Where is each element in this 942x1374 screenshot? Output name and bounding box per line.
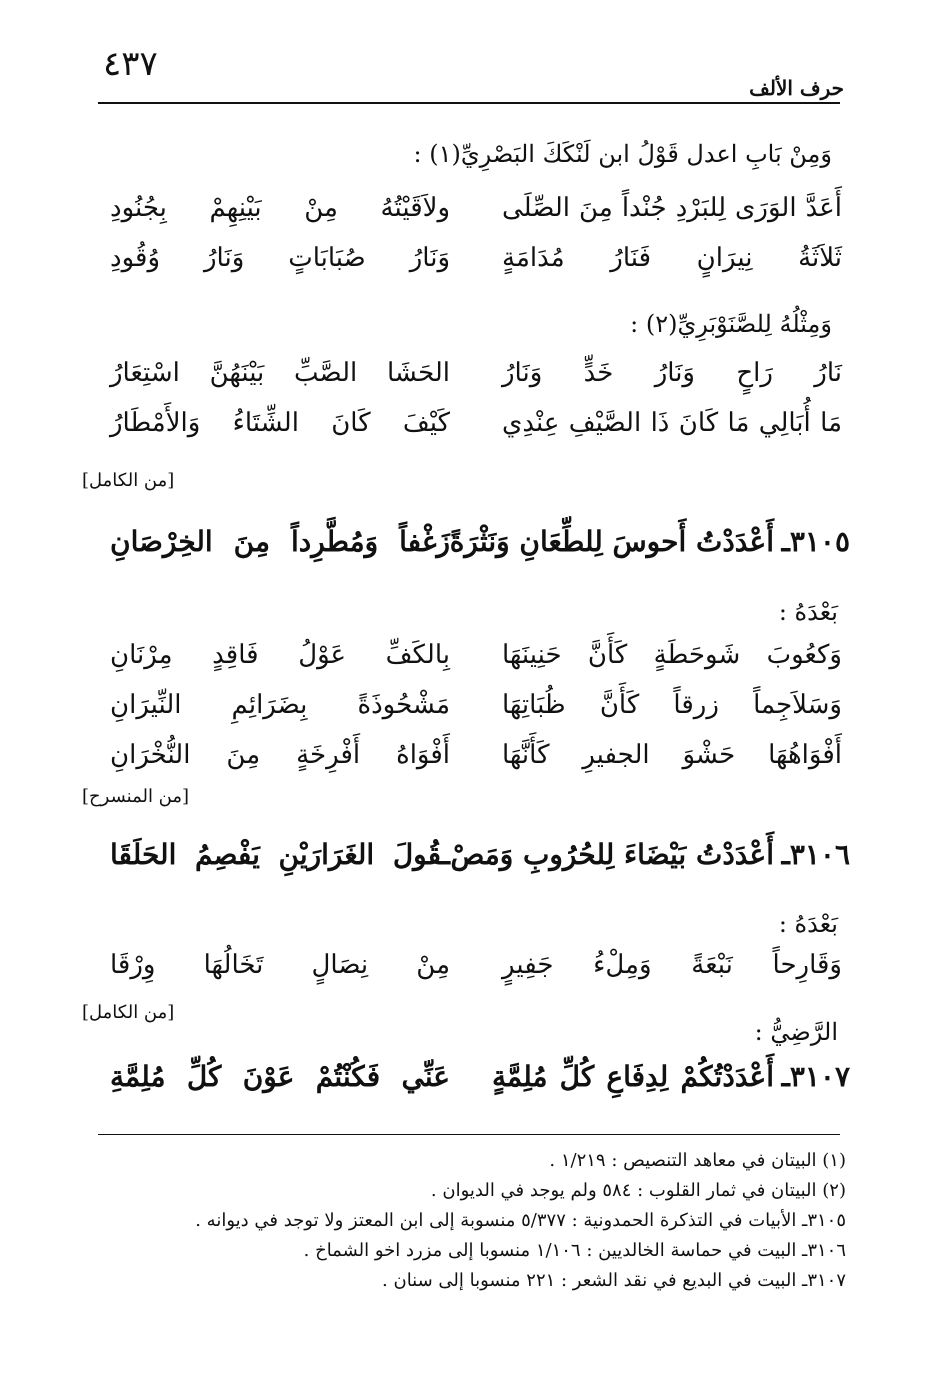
second-hemistich: مِنْ نِصَالٍ تَخَالُهَا وِرْقَا [110, 950, 450, 980]
entry-number: ٣١٠٦ـ [781, 838, 850, 871]
second-hemistich: ولاَقَيْتُهُ مِنْ بَيْنِهِمْ بِجُنُودِ [110, 193, 450, 223]
verse-line [0, 358, 942, 402]
second-hemistich: ـقُولَ الغَرَارَيْنِ يَفْصِمُ الحَلَقَا [110, 838, 450, 871]
chapter-title: حرف الألف [749, 76, 844, 100]
after-label: بَعْدَهُ : [778, 598, 838, 626]
verse-line [0, 408, 942, 452]
second-hemistich: كَيْفَ كَانَ الشِّتَاءُ وَالأَمْطَارُ [110, 408, 450, 438]
verse-line [0, 950, 942, 994]
first-hemistich: أَعْدَدْتُكُمْ لِدِفَاعِ كُلِّ مُلِمَّةٍ [492, 1060, 774, 1093]
first-hemistich: أَفْوَاهُهَا حَشْوَ الجفيرِ كَأَنَّهَا [502, 740, 842, 770]
meter-label: [من المنسرح] [82, 786, 190, 807]
footnote: ٣١٠٧ـ البيت في البديع في نقد الشعر : ٢٢١ منسوبا إلى سنان . [382, 1270, 846, 1291]
footnote: ٣١٠٦ـ البيت في حماسة الخالديين : ١/١٠٦ منسوبا إلى مزرد اخو الشماخ . [303, 1240, 846, 1261]
footnote: ٣١٠٥ـ الأبيات في التذكرة الحمدونية : ٥/٣٧٧ منسوبة إلى ابن المعتز ولا توجد في ديوانه . [195, 1210, 846, 1231]
second-hemistich: بِالكَفِّ عَوْلُ فَاقِدٍ مِرْنَانِ [110, 640, 450, 670]
first-hemistich: ثَلاَثَةُ نِيرَانٍ فَنَارُ مُدَامَةٍ [502, 243, 842, 273]
first-hemistich: أَعْدَدْتُ أَحوسَ لِلطِّعَانِ وَنَثْرَةً [449, 525, 774, 558]
entry-3107 [0, 1060, 942, 1110]
second-hemistich: وَنَارُ صُبَابَاتٍ وَنَارُ وُقُودِ [110, 243, 450, 273]
page-number: ٤٣٧ [103, 44, 158, 84]
second-hemistich: مَشْحُوذَةً بِضَرَائِمِ النِّيرَانِ [110, 690, 450, 720]
footnote-rule [98, 1134, 840, 1135]
second-hemistich: أَفْوَاهُ أَفْرِخَةٍ مِنَ النُّخْرَانِ [110, 740, 450, 770]
entry-number: ٣١٠٥ـ [781, 525, 850, 558]
intro-ibn-lankak: وَمِنْ بَابِ اعدل قَوْلُ ابن لَنْكَكَ البَصْرِيِّ(١) : [413, 140, 832, 168]
first-hemistich: وَكعُوبَ شَوحَطَةٍ كَأَنَّ حَنِينَهَا [502, 640, 842, 670]
verse-line [0, 690, 942, 734]
first-hemistich: وَسَلاَجِماً زرقاً كَأَنَّ ظُبَاتِهَا [502, 690, 842, 720]
intro-sanawbari: وَمِثْلُهُ لِلصَّنَوْبَرِيِّ(٢) : [630, 310, 832, 338]
footnote: (١) البيتان في معاهد التنصيص : ١/٢١٩ . [549, 1150, 846, 1171]
first-hemistich: وَقَارِحاً نَبْعَةً وَمِلْءُ جَفِيرٍ [502, 950, 842, 980]
verse-line [0, 243, 942, 287]
meter-label: [من الكامل] [82, 470, 175, 491]
entry-number: ٣١٠٧ـ [781, 1060, 850, 1093]
verse-line [0, 740, 942, 784]
second-hemistich: عَنِّي فَكُنْتُمْ عَوْنَ كُلِّ مُلِمَّةِ [110, 1060, 450, 1093]
entry-3105 [0, 525, 942, 575]
radi-label: الرَّضِيُّ : [754, 1018, 838, 1046]
second-hemistich: الحَشَا الصَّبِّ بَيْنَهُنَّ اسْتِعَارُ [110, 358, 450, 388]
first-hemistich: أَعْدَدْتُ بَيْضَاءَ لِلحُرُوبِ وَمَصْ [450, 838, 774, 871]
footnote: (٢) البيتان في ثمار القلوب : ٥٨٤ ولم يوجد في الديوان . [430, 1180, 846, 1201]
after-label: بَعْدَهُ : [778, 910, 838, 938]
first-hemistich: أَعَدَّ الوَرَى لِلبَرْدِ جُنْداً مِنَ الصِّلَى [502, 193, 842, 223]
second-hemistich: زَغْفاً وَمُطَّرِداً مِنَ الخِرْصَانِ [110, 525, 450, 558]
entry-3106 [0, 838, 942, 888]
header-rule [98, 102, 840, 104]
meter-label: [من الكامل] [82, 1002, 175, 1023]
verse-line [0, 640, 942, 684]
first-hemistich: مَا أُبَالِي مَا كَانَ ذَا الصَّيْفِ عِنْدِي [502, 408, 842, 438]
verse-line [0, 193, 942, 237]
first-hemistich: نَارُ رَاحٍ وَنَارُ خَدٍّ وَنَارُ [502, 358, 842, 388]
